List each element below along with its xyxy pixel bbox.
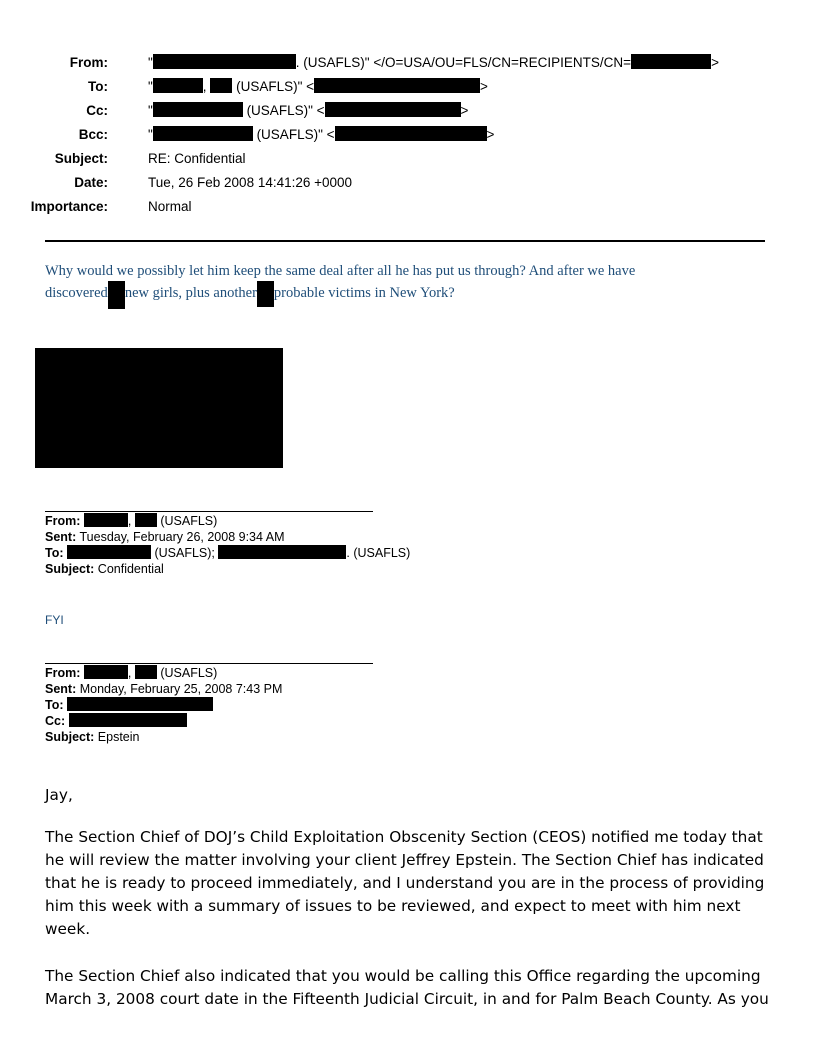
- redaction-block: [69, 713, 187, 727]
- from-value: " . (USAFLS)" </O=USA/OU=FLS/CN=RECIPIENTS/CN= >: [148, 55, 719, 70]
- forward1-sent: Sent: Tuesday, February 26, 2008 9:34 AM: [45, 530, 285, 544]
- redaction-block: [335, 126, 487, 141]
- redaction-block: [210, 78, 232, 93]
- redaction-block: [67, 545, 151, 559]
- forward2-to: To:: [45, 697, 282, 713]
- to-label: To:: [88, 79, 108, 94]
- header-subject-row: [0, 149, 780, 169]
- cc-label: Cc:: [86, 103, 108, 118]
- bcc-value: " (USAFLS)" < >: [148, 127, 495, 142]
- signature-redaction-block: [35, 348, 283, 468]
- header-cc-row: [0, 101, 780, 121]
- redaction-block: [631, 54, 711, 69]
- header-importance-row: [0, 197, 780, 217]
- importance-label: Importance:: [30, 199, 108, 214]
- header-to-row: [0, 77, 780, 97]
- header-date-row: [0, 173, 780, 193]
- redaction-block: [84, 513, 128, 527]
- header-bcc-row: [0, 125, 780, 145]
- from-label: From:: [69, 55, 108, 70]
- subject-value: RE: Confidential: [148, 151, 246, 166]
- redaction-block: [257, 281, 274, 307]
- bcc-label: Bcc:: [78, 127, 108, 142]
- fyi-note: FYI: [45, 613, 64, 627]
- body-greeting: Jay,: [45, 786, 73, 804]
- forward2-cc: Cc:: [45, 713, 282, 729]
- date-label: Date:: [74, 175, 108, 190]
- redaction-block: [108, 281, 125, 309]
- redaction-block: [153, 126, 253, 141]
- subject-label: Subject:: [54, 151, 108, 166]
- forward1-to: To: (USAFLS); . (USAFLS): [45, 546, 411, 560]
- forward1-subject: Subject: Confidential: [45, 562, 164, 576]
- forward2-header: [45, 665, 282, 745]
- redaction-block: [153, 54, 296, 69]
- reply-message: [45, 262, 765, 309]
- to-value: " , (USAFLS)" < >: [148, 79, 488, 94]
- redaction-block: [218, 545, 346, 559]
- redaction-block: [153, 102, 243, 117]
- forward-divider: [45, 663, 373, 664]
- forward2-from: From: , (USAFLS): [45, 666, 218, 680]
- header-from-row: [0, 53, 780, 73]
- redaction-block: [67, 697, 213, 711]
- forward1-from: From: , (USAFLS): [45, 514, 218, 528]
- body-paragraph-2: The Section Chief also indicated that you would be calling this Office regarding the upcoming March 3, 2008 court date in the Fifteenth Judicial Circuit, in and for Palm Beach County. As you: [45, 967, 769, 1008]
- forward1-header: [45, 513, 410, 577]
- reply-line-1: Why would we possibly let him keep the same deal after all he has put us through? And after we have: [45, 263, 636, 279]
- redaction-block: [84, 665, 128, 679]
- redaction-block: [135, 665, 157, 679]
- redaction-block: [135, 513, 157, 527]
- redaction-block: [314, 78, 480, 93]
- redaction-block: [153, 78, 203, 93]
- date-value: Tue, 26 Feb 2008 14:41:26 +0000: [148, 175, 353, 190]
- body-paragraph-1: The Section Chief of DOJ’s Child Exploitation Obscenity Section (CEOS) notified me today that he will review the matter involving your client Jeffrey Epstein. The Section Chief has indicated that he is ready to proceed immediately, and I understand you are in the process of providing him this week with a summary of issues to be reviewed, and expect to meet with him next week.: [45, 828, 765, 938]
- cc-value: " (USAFLS)" < >: [148, 103, 469, 118]
- importance-value: Normal: [148, 199, 192, 214]
- redaction-block: [325, 102, 461, 117]
- forward-divider: [45, 511, 373, 512]
- reply-line-2: discovered new girls, plus another probable victims in New York?: [45, 281, 765, 309]
- header-divider: [45, 240, 765, 242]
- forward2-sent: Sent: Monday, February 25, 2008 7:43 PM: [45, 682, 283, 696]
- forward2-subject: Subject: Epstein: [45, 730, 140, 744]
